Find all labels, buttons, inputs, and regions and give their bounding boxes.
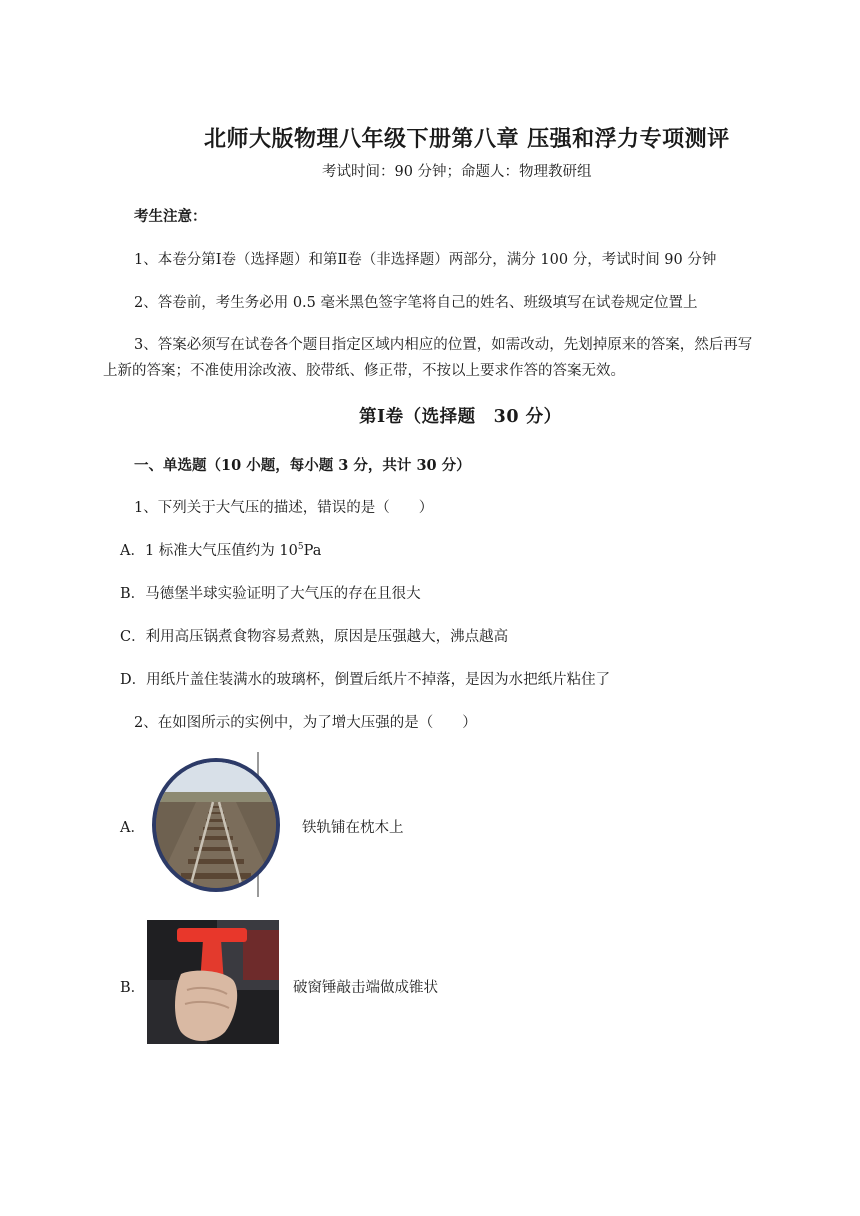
question-2-stem: 2、在如图所示的实例中，为了增大压强的是（ ） <box>134 715 477 731</box>
notice-heading: 考生注意： <box>134 208 207 225</box>
notice-item-3: 3、答案必须写在试卷各个题目指定区域内相应的位置，如需改动，先划掉原来的答案，然后再写 <box>134 337 753 353</box>
question-2-option-b-caption: 破窗锤敲击端做成锥状 <box>293 980 438 996</box>
question-2-option-a-letter: A． <box>120 820 145 836</box>
notice-item-2: 2、答卷前，考生务必用 0.5 毫米黑色签字笔将自己的姓名、班级填写在试卷规定位置上 <box>134 295 698 311</box>
notice-item-1: 1、本卷分第Ⅰ卷（选择题）和第Ⅱ卷（非选择题）两部分，满分 100 分，考试时间 90 分钟 <box>134 252 717 268</box>
railway-track-image <box>150 752 268 897</box>
question-1-option-d: D．用纸片盖住装满水的玻璃杯，倒置后纸片不掉落，是因为水把纸片粘住了 <box>120 672 611 688</box>
section-heading: 第Ⅰ卷（选择题 30 分） <box>359 407 562 427</box>
question-1-option-b: B．马德堡半球实验证明了大气压的存在且很大 <box>120 586 421 602</box>
page-title: 北师大版物理八年级下册第八章 压强和浮力专项测评 <box>204 126 730 152</box>
safety-hammer-image <box>147 920 279 1044</box>
option-a-unit: Pa <box>303 543 322 559</box>
question-1-option-c: C．利用高压锅煮食物容易煮熟，原因是压强越大，沸点越高 <box>120 629 509 645</box>
option-a-exponent: 5 <box>297 542 304 553</box>
question-2-option-b-letter: B． <box>120 980 146 996</box>
question-group-heading: 一、单选题（10 小题，每小题 3 分，共计 30 分） <box>134 457 471 474</box>
exam-info: 考试时间：90 分钟；命题人：物理教研组 <box>322 164 592 180</box>
question-1-option-a <box>120 539 321 560</box>
railway-photo <box>152 758 280 892</box>
option-a-text: A．1 标准大气压值约为 10 <box>120 543 298 559</box>
question-2-option-a-caption: 铁轨铺在枕木上 <box>302 820 404 836</box>
question-1-stem: 1、下列关于大气压的描述，错误的是（ ） <box>134 500 434 516</box>
notice-item-3-continued: 上新的答案；不准使用涂改液、胶带纸、修正带，不按以上要求作答的答案无效。 <box>103 363 625 379</box>
